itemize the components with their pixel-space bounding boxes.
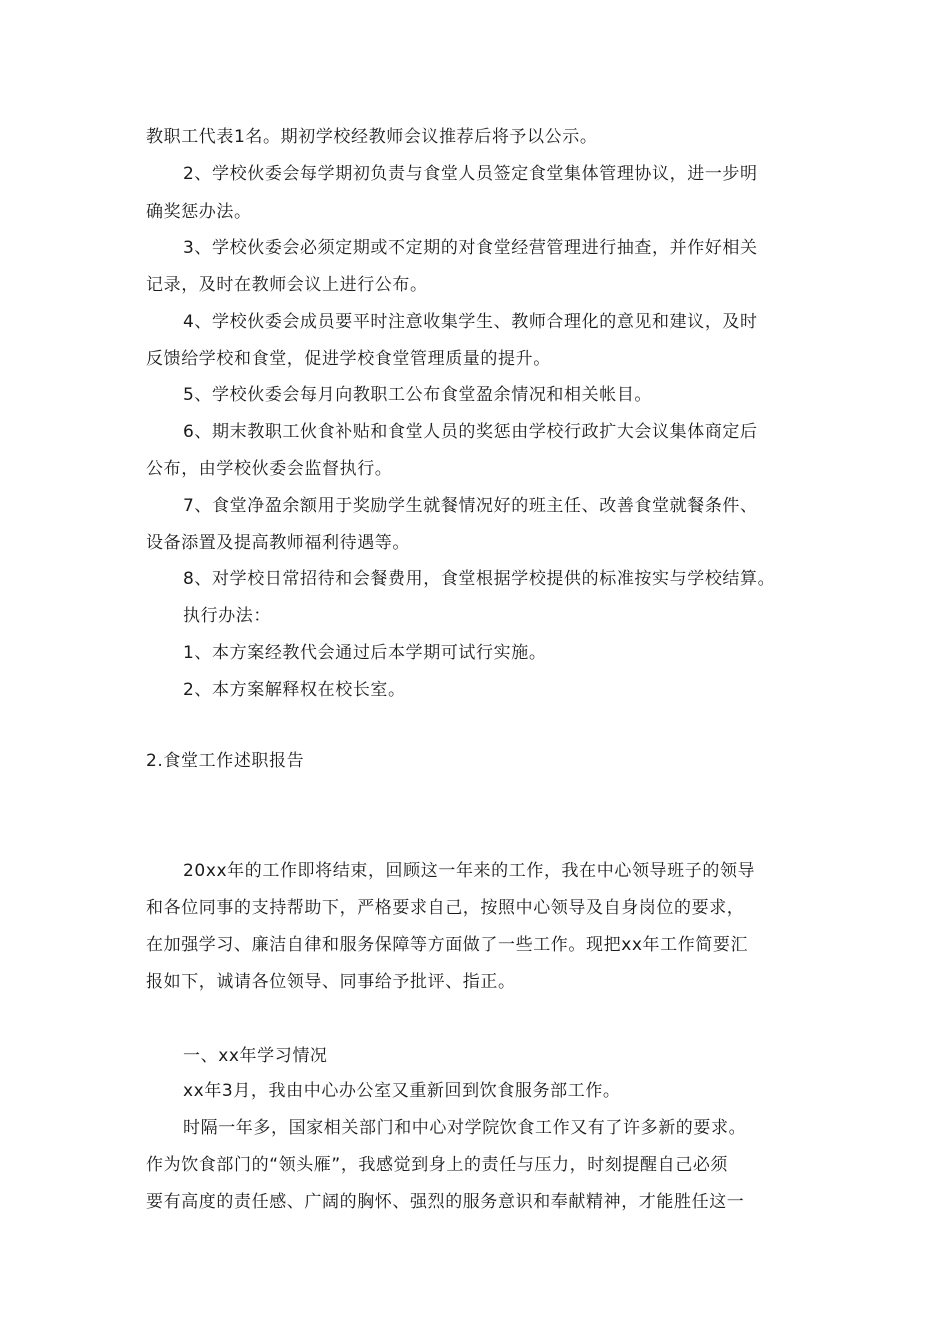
paragraph-line: 和各位同事的支持帮助下，严格要求自己，按照中心领导及自身岗位的要求，: [146, 898, 745, 918]
paragraph-line: 记录，及时在教师会议上进行公布。: [146, 275, 428, 295]
paragraph-line: 8、对学校日常招待和会餐费用，食堂根据学校提供的标准按实与学校结算。: [183, 569, 776, 589]
paragraph-line: 7、食堂净盈余额用于奖励学生就餐情况好的班主任、改善食堂就餐条件、: [183, 496, 758, 516]
paragraph-line: 2、本方案解释权在校长室。: [183, 680, 406, 700]
paragraph-line: 4、学校伙委会成员要平时注意收集学生、教师合理化的意见和建议，及时: [183, 312, 758, 332]
paragraph-line: 教职工代表1名。期初学校经教师会议推荐后将予以公示。: [146, 127, 598, 147]
paragraph-line: 6、期末教职工伙食补贴和食堂人员的奖惩由学校行政扩大会议集体商定后: [183, 422, 758, 442]
paragraph-line: 作为饮食部门的“领头雁”，我感觉到身上的责任与压力，时刻提醒自己必须: [146, 1155, 729, 1175]
paragraph-line: 要有高度的责任感、广阔的胸怀、强烈的服务意识和奉献精神，才能胜任这一: [146, 1192, 745, 1212]
subsection-title: 一、xx年学习情况: [183, 1046, 328, 1066]
paragraph-line: 20xx年的工作即将结束，回顾这一年来的工作，我在中心领导班子的领导: [183, 861, 756, 881]
paragraph-line: 时隔一年多，国家相关部门和中心对学院饮食工作又有了许多新的要求。: [183, 1118, 747, 1138]
paragraph-line: 5、学校伙委会每月向教职工公布食堂盈余情况和相关帐目。: [183, 385, 653, 405]
paragraph-line: 2、学校伙委会每学期初负责与食堂人员签定食堂集体管理协议，进一步明: [183, 164, 758, 184]
paragraph-line: 在加强学习、廉洁自律和服务保障等方面做了一些工作。现把xx年工作简要汇: [146, 935, 749, 955]
paragraph-line: 反馈给学校和食堂，促进学校食堂管理质量的提升。: [146, 349, 551, 369]
section-title: 2.食堂工作述职报告: [146, 751, 305, 771]
paragraph-line: 设备添置及提高教师福利待遇等。: [146, 533, 410, 553]
paragraph-line: 公布，由学校伙委会监督执行。: [146, 459, 393, 479]
paragraph-line: 3、学校伙委会必须定期或不定期的对食堂经营管理进行抽查，并作好相关: [183, 238, 758, 258]
paragraph-line: 1、本方案经教代会通过后本学期可试行实施。: [183, 643, 547, 663]
paragraph-line: 执行办法：: [183, 606, 271, 626]
paragraph-line: 报如下，诚请各位领导、同事给予批评、指正。: [146, 972, 516, 992]
paragraph-line: xx年3月，我由中心办公室又重新回到饮食服务部工作。: [183, 1081, 621, 1101]
paragraph-line: 确奖惩办法。: [146, 202, 252, 222]
